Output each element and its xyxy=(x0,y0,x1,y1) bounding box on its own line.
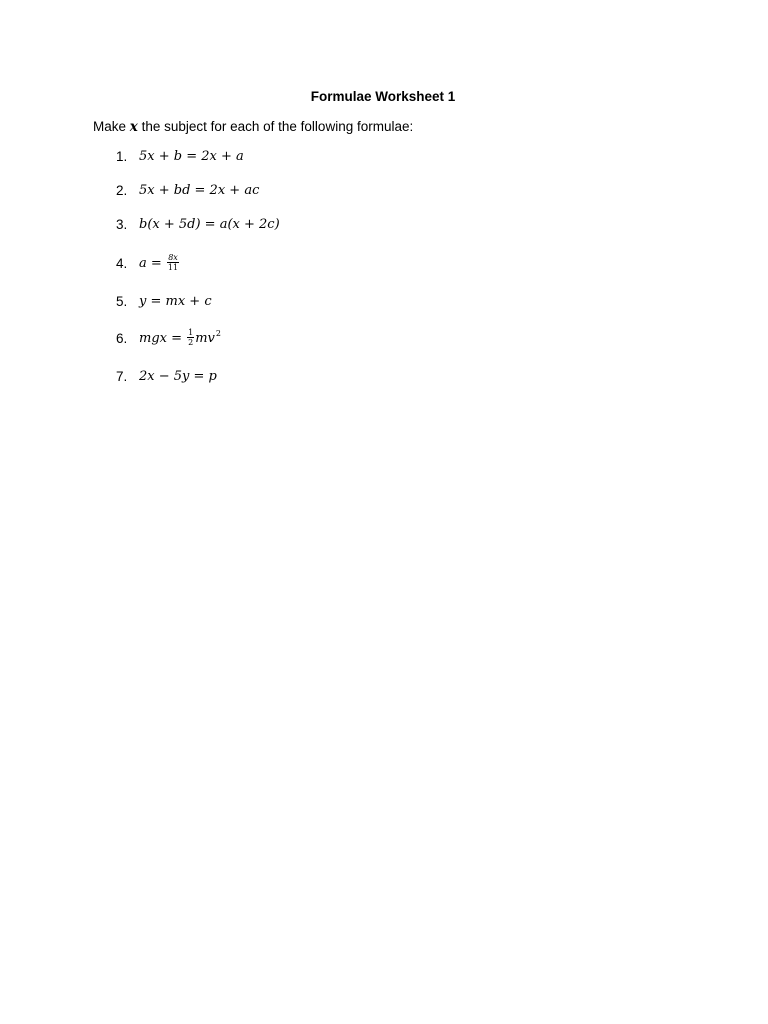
problem-formula xyxy=(139,253,180,275)
fraction-denominator: 11 xyxy=(167,263,179,272)
formula-rhs: mv xyxy=(195,331,215,346)
problem-number: 4. xyxy=(116,256,128,271)
problem-formula: b(x + 5d) = a(x + 2c) xyxy=(139,217,280,232)
problem-number: 2. xyxy=(116,183,128,198)
formula-exponent: 2 xyxy=(215,329,221,338)
instruction-lead: Make xyxy=(93,119,130,134)
problem-number: 7. xyxy=(116,369,128,384)
fraction-numerator: 1 xyxy=(188,328,194,337)
problem-formula xyxy=(139,328,221,350)
problem-3 xyxy=(0,214,400,236)
problem-number: 3. xyxy=(116,217,128,232)
problem-formula: y = mx + c xyxy=(139,294,212,309)
formula-lhs: mgx = xyxy=(139,331,187,346)
problem-formula: 5x + bd = 2x + ac xyxy=(139,183,260,198)
problem-number: 1. xyxy=(116,149,128,164)
page-title: Formulae Worksheet 1 xyxy=(310,89,456,104)
problem-2 xyxy=(0,180,400,202)
problem-number: 6. xyxy=(116,331,128,346)
fraction-numerator: 8x xyxy=(168,253,178,262)
problem-7 xyxy=(0,366,400,388)
problem-list xyxy=(0,0,768,420)
problem-number: 5. xyxy=(116,294,128,309)
fraction xyxy=(187,328,194,347)
instruction-tail: the subject for each of the following formulae: xyxy=(137,119,414,134)
problem-5 xyxy=(0,291,400,313)
instruction-variable: x xyxy=(129,119,138,135)
problem-4 xyxy=(0,253,400,275)
problem-1 xyxy=(0,146,400,168)
problem-6 xyxy=(0,328,400,350)
problem-formula: 2x − 5y = p xyxy=(139,369,217,384)
problem-formula: 5x + b = 2x + a xyxy=(139,149,244,164)
fraction xyxy=(167,253,179,272)
formula-lhs: a = xyxy=(139,256,166,271)
fraction-denominator: 2 xyxy=(188,338,194,347)
